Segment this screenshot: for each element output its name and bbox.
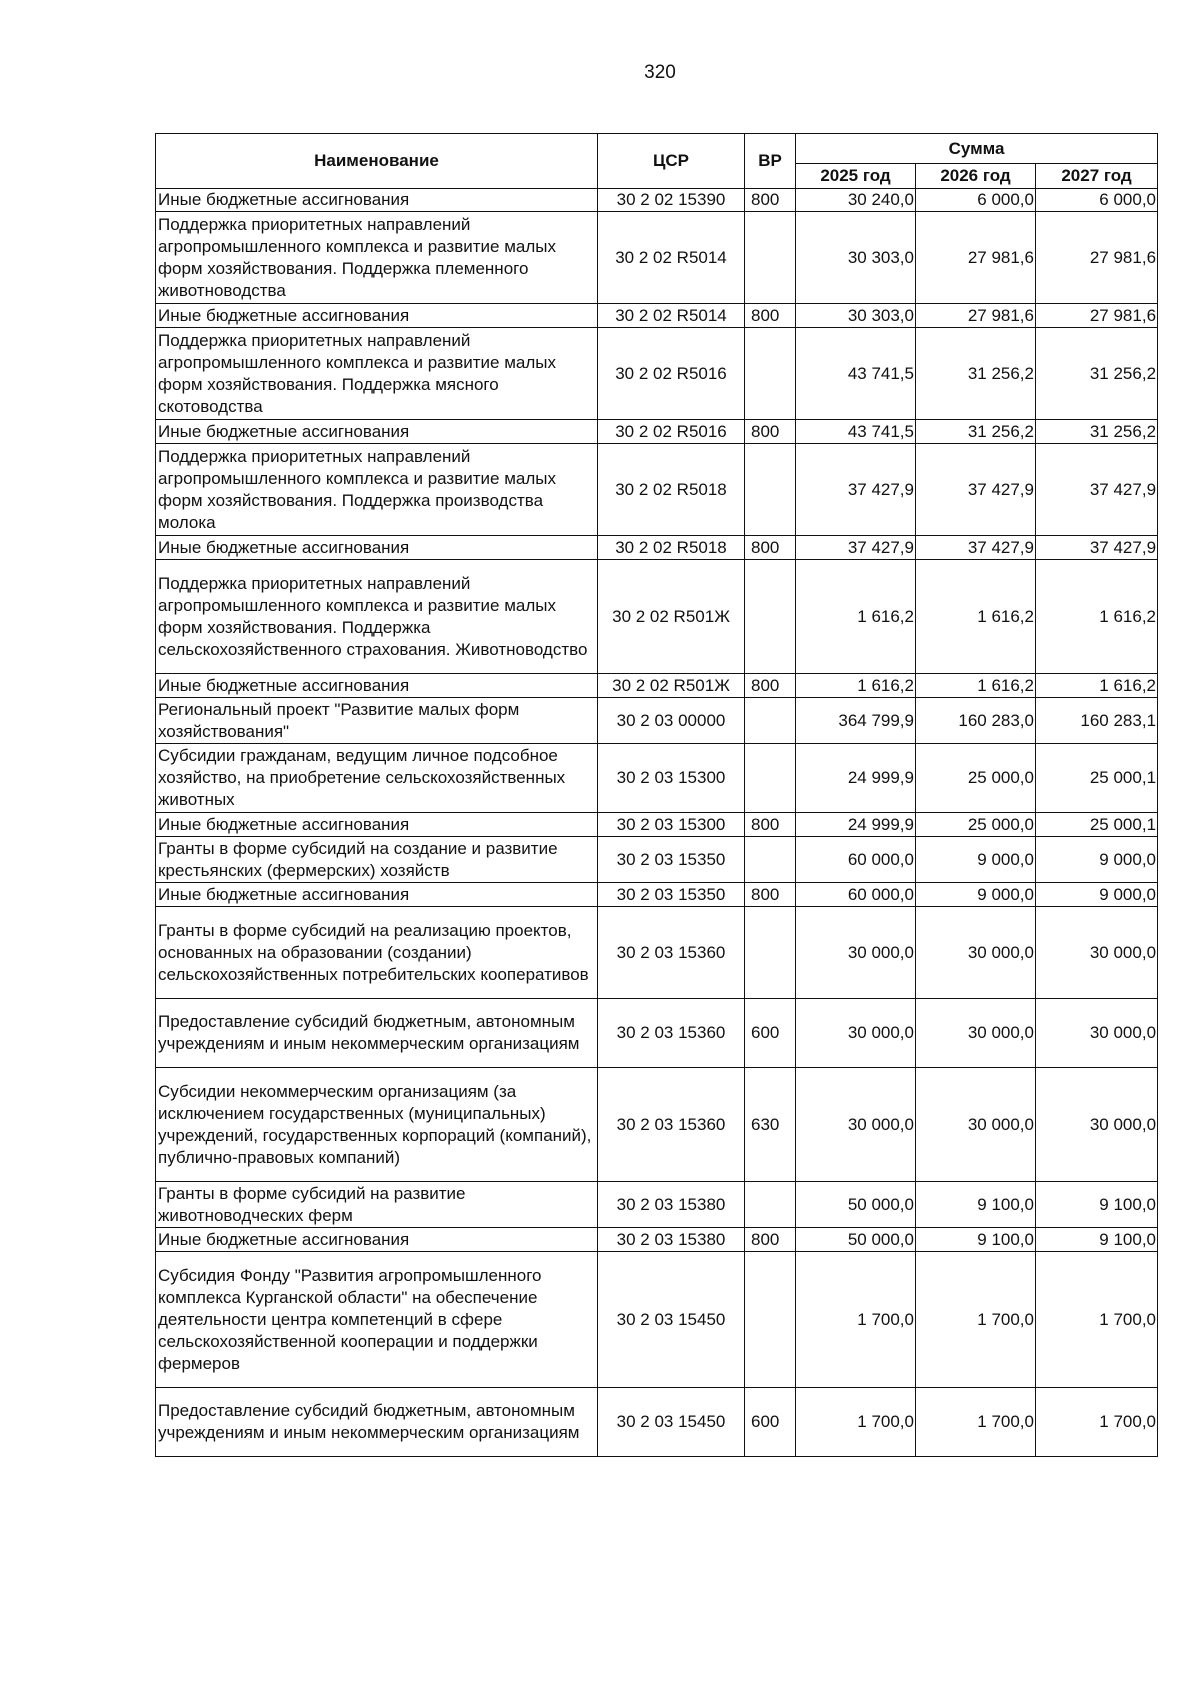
table-row xyxy=(156,1068,1158,1182)
row-sum-2027: 25 000,1 xyxy=(1036,813,1158,837)
row-csr: 30 2 02 R5018 xyxy=(598,444,745,536)
row-vr: 600 xyxy=(745,1388,796,1457)
row-sum-2027: 1 616,2 xyxy=(1036,674,1158,698)
row-sum-2026: 30 000,0 xyxy=(916,1068,1036,1182)
row-vr: 630 xyxy=(745,1068,796,1182)
row-sum-2026: 37 427,9 xyxy=(916,536,1036,560)
row-name: Субсидии некоммерческим организациям (за исключением государственных (муниципальных) учреждений, государственных корпораций (компаний), публично-правовых компаний) xyxy=(156,1068,598,1182)
row-sum-2025: 50 000,0 xyxy=(796,1182,916,1228)
table-row xyxy=(156,560,1158,674)
table-row xyxy=(156,1252,1158,1388)
row-sum-2026: 27 981,6 xyxy=(916,304,1036,328)
header-year-2025: 2025 год xyxy=(796,164,916,189)
row-sum-2025: 1 700,0 xyxy=(796,1252,916,1388)
row-sum-2025: 30 000,0 xyxy=(796,1068,916,1182)
row-sum-2025: 1 700,0 xyxy=(796,1388,916,1457)
row-sum-2025: 1 616,2 xyxy=(796,560,916,674)
table-row xyxy=(156,907,1158,999)
row-sum-2025: 60 000,0 xyxy=(796,837,916,883)
row-sum-2027: 9 000,0 xyxy=(1036,883,1158,907)
row-sum-2026: 31 256,2 xyxy=(916,328,1036,420)
row-vr xyxy=(745,698,796,744)
row-vr xyxy=(745,837,796,883)
row-csr: 30 2 03 00000 xyxy=(598,698,745,744)
row-sum-2027: 6 000,0 xyxy=(1036,189,1158,212)
row-sum-2025: 30 303,0 xyxy=(796,212,916,304)
row-vr: 800 xyxy=(745,304,796,328)
row-csr: 30 2 03 15360 xyxy=(598,907,745,999)
row-sum-2027: 30 000,0 xyxy=(1036,999,1158,1068)
table-row xyxy=(156,189,1158,212)
row-vr xyxy=(745,907,796,999)
row-sum-2025: 60 000,0 xyxy=(796,883,916,907)
row-vr xyxy=(745,1182,796,1228)
row-csr: 30 2 03 15380 xyxy=(598,1228,745,1252)
row-vr: 800 xyxy=(745,536,796,560)
row-sum-2027: 9 100,0 xyxy=(1036,1182,1158,1228)
row-csr: 30 2 02 R5016 xyxy=(598,328,745,420)
row-sum-2026: 9 000,0 xyxy=(916,883,1036,907)
table-row xyxy=(156,444,1158,536)
row-vr: 800 xyxy=(745,813,796,837)
table-row xyxy=(156,813,1158,837)
row-name: Гранты в форме субсидий на реализацию проектов, основанных на образовании (создании) сельскохозяйственных потребительских кооперативов xyxy=(156,907,598,999)
row-sum-2027: 9 100,0 xyxy=(1036,1228,1158,1252)
row-vr: 800 xyxy=(745,420,796,444)
row-sum-2025: 43 741,5 xyxy=(796,420,916,444)
row-csr: 30 2 02 R501Ж xyxy=(598,674,745,698)
row-sum-2027: 31 256,2 xyxy=(1036,420,1158,444)
row-sum-2026: 1 616,2 xyxy=(916,560,1036,674)
row-csr: 30 2 03 15450 xyxy=(598,1388,745,1457)
table-row xyxy=(156,212,1158,304)
row-sum-2025: 30 000,0 xyxy=(796,999,916,1068)
row-sum-2026: 25 000,0 xyxy=(916,813,1036,837)
row-name: Предоставление субсидий бюджетным, автономным учреждениям и иным некоммерческим организациям xyxy=(156,999,598,1068)
row-csr: 30 2 02 R5014 xyxy=(598,212,745,304)
row-sum-2025: 37 427,9 xyxy=(796,444,916,536)
row-name: Иные бюджетные ассигнования xyxy=(156,536,598,560)
row-sum-2027: 1 700,0 xyxy=(1036,1388,1158,1457)
row-sum-2025: 1 616,2 xyxy=(796,674,916,698)
row-vr: 800 xyxy=(745,883,796,907)
row-csr: 30 2 03 15350 xyxy=(598,837,745,883)
table-row xyxy=(156,744,1158,813)
row-name: Региональный проект "Развитие малых форм хозяйствования" xyxy=(156,698,598,744)
row-csr: 30 2 03 15300 xyxy=(598,744,745,813)
table-row xyxy=(156,536,1158,560)
row-sum-2027: 1 616,2 xyxy=(1036,560,1158,674)
row-name: Иные бюджетные ассигнования xyxy=(156,674,598,698)
row-sum-2027: 27 981,6 xyxy=(1036,304,1158,328)
row-sum-2027: 31 256,2 xyxy=(1036,328,1158,420)
header-year-2026: 2026 год xyxy=(916,164,1036,189)
row-sum-2026: 6 000,0 xyxy=(916,189,1036,212)
row-vr: 800 xyxy=(745,189,796,212)
row-vr xyxy=(745,328,796,420)
row-vr xyxy=(745,744,796,813)
row-name: Субсидия Фонду "Развития агропромышленного комплекса Курганской области" на обеспечение деятельности центра компетенций в сфере сельскохозяйственной кооперации и поддержки фермеров xyxy=(156,1252,598,1388)
row-sum-2025: 37 427,9 xyxy=(796,536,916,560)
table-row xyxy=(156,1182,1158,1228)
row-sum-2026: 1 700,0 xyxy=(916,1388,1036,1457)
row-name: Поддержка приоритетных направлений агропромышленного комплекса и развитие малых форм хозяйствования. Поддержка мясного скотоводства xyxy=(156,328,598,420)
row-name: Иные бюджетные ассигнования xyxy=(156,1228,598,1252)
header-year-2027: 2027 год xyxy=(1036,164,1158,189)
row-name: Иные бюджетные ассигнования xyxy=(156,304,598,328)
row-csr: 30 2 03 15300 xyxy=(598,813,745,837)
row-name: Иные бюджетные ассигнования xyxy=(156,883,598,907)
row-sum-2026: 1 616,2 xyxy=(916,674,1036,698)
row-name: Иные бюджетные ассигнования xyxy=(156,189,598,212)
row-sum-2027: 37 427,9 xyxy=(1036,444,1158,536)
row-sum-2026: 160 283,0 xyxy=(916,698,1036,744)
row-csr: 30 2 03 15350 xyxy=(598,883,745,907)
row-sum-2025: 50 000,0 xyxy=(796,1228,916,1252)
table-header xyxy=(156,134,1158,189)
row-sum-2026: 37 427,9 xyxy=(916,444,1036,536)
row-sum-2026: 27 981,6 xyxy=(916,212,1036,304)
row-vr: 800 xyxy=(745,1228,796,1252)
row-name: Иные бюджетные ассигнования xyxy=(156,420,598,444)
table-row xyxy=(156,674,1158,698)
row-sum-2025: 24 999,9 xyxy=(796,813,916,837)
row-sum-2025: 30 303,0 xyxy=(796,304,916,328)
row-sum-2027: 9 000,0 xyxy=(1036,837,1158,883)
row-sum-2026: 9 100,0 xyxy=(916,1182,1036,1228)
row-name: Предоставление субсидий бюджетным, автономным учреждениям и иным некоммерческим организациям xyxy=(156,1388,598,1457)
row-sum-2025: 30 000,0 xyxy=(796,907,916,999)
row-csr: 30 2 03 15360 xyxy=(598,999,745,1068)
row-sum-2026: 9 100,0 xyxy=(916,1228,1036,1252)
row-vr: 800 xyxy=(745,674,796,698)
row-sum-2025: 30 240,0 xyxy=(796,189,916,212)
table-row xyxy=(156,420,1158,444)
header-sum: Сумма xyxy=(796,134,1158,164)
row-sum-2027: 160 283,1 xyxy=(1036,698,1158,744)
row-csr: 30 2 02 R5014 xyxy=(598,304,745,328)
table-row xyxy=(156,999,1158,1068)
row-csr: 30 2 02 R5016 xyxy=(598,420,745,444)
row-sum-2027: 30 000,0 xyxy=(1036,907,1158,999)
table-row xyxy=(156,328,1158,420)
table-row xyxy=(156,304,1158,328)
row-vr xyxy=(745,560,796,674)
row-vr xyxy=(745,1252,796,1388)
table-body xyxy=(156,189,1158,1457)
row-sum-2025: 24 999,9 xyxy=(796,744,916,813)
budget-table xyxy=(155,133,1158,1457)
row-name: Иные бюджетные ассигнования xyxy=(156,813,598,837)
header-name: Наименование xyxy=(156,134,598,189)
row-csr: 30 2 02 R5018 xyxy=(598,536,745,560)
row-vr: 600 xyxy=(745,999,796,1068)
row-name: Поддержка приоритетных направлений агропромышленного комплекса и развитие малых форм хозяйствования. Поддержка производства молока xyxy=(156,444,598,536)
row-sum-2026: 31 256,2 xyxy=(916,420,1036,444)
row-sum-2027: 30 000,0 xyxy=(1036,1068,1158,1182)
row-sum-2026: 30 000,0 xyxy=(916,907,1036,999)
row-csr: 30 2 02 R501Ж xyxy=(598,560,745,674)
row-sum-2026: 30 000,0 xyxy=(916,999,1036,1068)
page-number: 320 xyxy=(644,62,676,83)
row-sum-2026: 1 700,0 xyxy=(916,1252,1036,1388)
row-sum-2026: 9 000,0 xyxy=(916,837,1036,883)
row-sum-2027: 25 000,1 xyxy=(1036,744,1158,813)
table-row xyxy=(156,1388,1158,1457)
table-row xyxy=(156,837,1158,883)
row-sum-2025: 43 741,5 xyxy=(796,328,916,420)
header-csr: ЦСР xyxy=(598,134,745,189)
table-row xyxy=(156,1228,1158,1252)
row-csr: 30 2 03 15450 xyxy=(598,1252,745,1388)
header-vr: ВР xyxy=(745,134,796,189)
row-csr: 30 2 02 15390 xyxy=(598,189,745,212)
table-row xyxy=(156,698,1158,744)
row-name: Гранты в форме субсидий на создание и развитие крестьянских (фермерских) хозяйств xyxy=(156,837,598,883)
row-name: Поддержка приоритетных направлений агропромышленного комплекса и развитие малых форм хозяйствования. Поддержка сельскохозяйственного страхования. Животноводство xyxy=(156,560,598,674)
row-vr xyxy=(745,444,796,536)
row-sum-2025: 364 799,9 xyxy=(796,698,916,744)
row-sum-2026: 25 000,0 xyxy=(916,744,1036,813)
row-sum-2027: 27 981,6 xyxy=(1036,212,1158,304)
row-csr: 30 2 03 15380 xyxy=(598,1182,745,1228)
row-vr xyxy=(745,212,796,304)
row-sum-2027: 37 427,9 xyxy=(1036,536,1158,560)
row-name: Поддержка приоритетных направлений агропромышленного комплекса и развитие малых форм хозяйствования. Поддержка племенного животноводства xyxy=(156,212,598,304)
row-csr: 30 2 03 15360 xyxy=(598,1068,745,1182)
row-name: Гранты в форме субсидий на развитие животноводческих ферм xyxy=(156,1182,598,1228)
row-name: Субсидии гражданам, ведущим личное подсобное хозяйство, на приобретение сельскохозяйственных животных xyxy=(156,744,598,813)
table-row xyxy=(156,883,1158,907)
row-sum-2027: 1 700,0 xyxy=(1036,1252,1158,1388)
